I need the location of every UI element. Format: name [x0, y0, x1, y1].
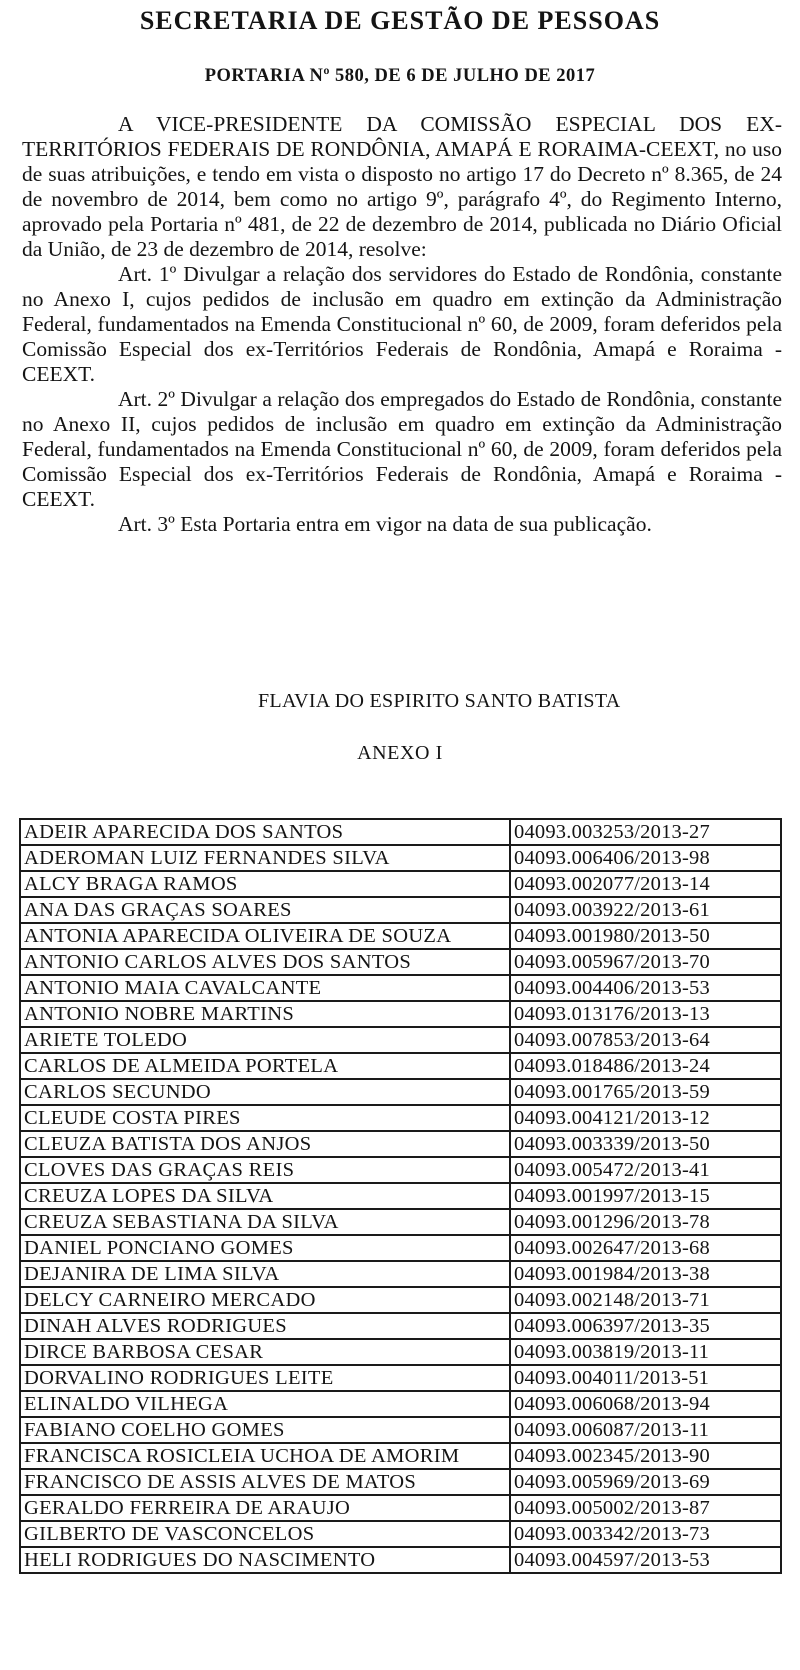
employee-name-cell: DINAH ALVES RODRIGUES	[20, 1313, 510, 1339]
preamble-paragraph: A VICE-PRESIDENTE DA COMISSÃO ESPECIAL DOS EX-TERRITÓRIOS FEDERAIS DE RONDÔNIA, AMAPÁ E RORAIMA-CEEXT, no uso de suas atribuições, e tendo em vista o disposto no artigo 17 do Decreto nº 8.365, de 24 de novembro de 2014, bem como no artigo 9º, parágrafo 4º, do Regimento Interno, aprovado pela Portaria nº 481, de 22 de dezembro de 2014, publicada no Diário Oficial da União, de 23 de dezembro de 2014, resolve:	[22, 112, 782, 261]
employee-name-cell: CREUZA LOPES DA SILVA	[20, 1183, 510, 1209]
table-row	[20, 1183, 781, 1209]
process-number-cell: 04093.002148/2013-71	[510, 1287, 781, 1313]
table-row	[20, 1001, 781, 1027]
process-number-cell: 04093.001765/2013-59	[510, 1079, 781, 1105]
table-row	[20, 923, 781, 949]
process-number-cell: 04093.002345/2013-90	[510, 1443, 781, 1469]
employee-name-cell: CLOVES DAS GRAÇAS REIS	[20, 1157, 510, 1183]
employee-name-cell: CARLOS SECUNDO	[20, 1079, 510, 1105]
employee-name-cell: DEJANIRA DE LIMA SILVA	[20, 1261, 510, 1287]
employee-name-cell: CLEUZA BATISTA DOS ANJOS	[20, 1131, 510, 1157]
employee-name-cell: FRANCISCO DE ASSIS ALVES DE MATOS	[20, 1469, 510, 1495]
employee-name-cell: ANTONIA APARECIDA OLIVEIRA DE SOUZA	[20, 923, 510, 949]
table-row	[20, 845, 781, 871]
table-row	[20, 1443, 781, 1469]
process-number-cell: 04093.004011/2013-51	[510, 1365, 781, 1391]
employee-name-cell: ANTONIO MAIA CAVALCANTE	[20, 975, 510, 1001]
employee-name-cell: DELCY CARNEIRO MERCADO	[20, 1287, 510, 1313]
process-number-cell: 04093.002647/2013-68	[510, 1235, 781, 1261]
process-number-cell: 04093.005002/2013-87	[510, 1495, 781, 1521]
article-3-paragraph: Art. 3º Esta Portaria entra em vigor na data de sua publicação.	[118, 512, 652, 536]
table-row	[20, 1521, 781, 1547]
table-row	[20, 1287, 781, 1313]
table-row	[20, 1469, 781, 1495]
employee-name-cell: GERALDO FERREIRA DE ARAUJO	[20, 1495, 510, 1521]
process-number-cell: 04093.006406/2013-98	[510, 845, 781, 871]
process-number-cell: 04093.002077/2013-14	[510, 871, 781, 897]
employee-name-cell: ANA DAS GRAÇAS SOARES	[20, 897, 510, 923]
process-number-cell: 04093.004121/2013-12	[510, 1105, 781, 1131]
process-number-cell: 04093.001296/2013-78	[510, 1209, 781, 1235]
employee-name-cell: DORVALINO RODRIGUES LEITE	[20, 1365, 510, 1391]
process-number-cell: 04093.005472/2013-41	[510, 1157, 781, 1183]
portaria-body	[22, 112, 782, 537]
table-row	[20, 1157, 781, 1183]
employee-name-cell: CARLOS DE ALMEIDA PORTELA	[20, 1053, 510, 1079]
table-row	[20, 1495, 781, 1521]
process-number-cell: 04093.006397/2013-35	[510, 1313, 781, 1339]
process-number-cell: 04093.004597/2013-53	[510, 1547, 781, 1573]
table-row	[20, 1391, 781, 1417]
process-number-cell: 04093.001980/2013-50	[510, 923, 781, 949]
process-number-cell: 04093.004406/2013-53	[510, 975, 781, 1001]
employee-name-cell: CREUZA SEBASTIANA DA SILVA	[20, 1209, 510, 1235]
process-number-cell: 04093.013176/2013-13	[510, 1001, 781, 1027]
table-row	[20, 1261, 781, 1287]
signer-name: FLAVIA DO ESPIRITO SANTO BATISTA	[258, 690, 621, 712]
employee-name-cell: HELI RODRIGUES DO NASCIMENTO	[20, 1547, 510, 1573]
employee-name-cell: DANIEL PONCIANO GOMES	[20, 1235, 510, 1261]
table-row	[20, 1235, 781, 1261]
table-row	[20, 897, 781, 923]
article-2-paragraph: Art. 2º Divulgar a relação dos empregados do Estado de Rondônia, constante no Anexo II, cujos pedidos de inclusão em quadro em extinção da Administração Federal, fundamentados na Emenda Constitucional nº 60, de 2009, foram deferidos pela Comissão Especial dos ex-Territórios Federais de Rondônia, Amapá e Roraima - CEEXT.	[22, 387, 782, 511]
table-row	[20, 1365, 781, 1391]
employee-name-cell: GILBERTO DE VASCONCELOS	[20, 1521, 510, 1547]
employee-name-cell: DIRCE BARBOSA CESAR	[20, 1339, 510, 1365]
process-number-cell: 04093.018486/2013-24	[510, 1053, 781, 1079]
table-row	[20, 1105, 781, 1131]
process-number-cell: 04093.006087/2013-11	[510, 1417, 781, 1443]
table-row	[20, 975, 781, 1001]
process-number-cell: 04093.003339/2013-50	[510, 1131, 781, 1157]
department-title: SECRETARIA DE GESTÃO DE PESSOAS	[139, 6, 661, 35]
process-number-cell: 04093.001997/2013-15	[510, 1183, 781, 1209]
process-number-cell: 04093.006068/2013-94	[510, 1391, 781, 1417]
table-row	[20, 1339, 781, 1365]
table-row	[20, 1027, 781, 1053]
employee-name-cell: ELINALDO VILHEGA	[20, 1391, 510, 1417]
process-number-cell: 04093.005969/2013-69	[510, 1469, 781, 1495]
table-row	[20, 1131, 781, 1157]
table-row	[20, 1209, 781, 1235]
table-row	[20, 1079, 781, 1105]
employee-name-cell: FRANCISCA ROSICLEIA UCHOA DE AMORIM	[20, 1443, 510, 1469]
table-row	[20, 1053, 781, 1079]
employee-name-cell: ANTONIO NOBRE MARTINS	[20, 1001, 510, 1027]
employee-name-cell: ADEROMAN LUIZ FERNANDES SILVA	[20, 845, 510, 871]
table-row	[20, 1313, 781, 1339]
portaria-heading: PORTARIA Nº 580, DE 6 DE JULHO DE 2017	[204, 66, 596, 86]
process-number-cell: 04093.003819/2013-11	[510, 1339, 781, 1365]
process-number-cell: 04093.003342/2013-73	[510, 1521, 781, 1547]
employee-name-cell: ANTONIO CARLOS ALVES DOS SANTOS	[20, 949, 510, 975]
table-row	[20, 949, 781, 975]
employee-name-cell: FABIANO COELHO GOMES	[20, 1417, 510, 1443]
annex-title: ANEXO I	[357, 742, 443, 764]
process-number-cell: 04093.003253/2013-27	[510, 819, 781, 845]
employee-name-cell: ARIETE TOLEDO	[20, 1027, 510, 1053]
annex-table	[19, 818, 782, 1574]
process-number-cell: 04093.001984/2013-38	[510, 1261, 781, 1287]
table-row	[20, 819, 781, 845]
employee-name-cell: ALCY BRAGA RAMOS	[20, 871, 510, 897]
article-1-paragraph: Art. 1º Divulgar a relação dos servidores do Estado de Rondônia, constante no Anexo I, cujos pedidos de inclusão em quadro em extinção da Administração Federal, fundamentados na Emenda Constitucional nº 60, de 2009, foram deferidos pela Comissão Especial dos ex-Territórios Federais de Rondônia, Amapá e Roraima - CEEXT.	[22, 262, 782, 386]
table-row	[20, 1417, 781, 1443]
process-number-cell: 04093.003922/2013-61	[510, 897, 781, 923]
table-row	[20, 1547, 781, 1573]
employee-name-cell: ADEIR APARECIDA DOS SANTOS	[20, 819, 510, 845]
process-number-cell: 04093.005967/2013-70	[510, 949, 781, 975]
table-row	[20, 871, 781, 897]
process-number-cell: 04093.007853/2013-64	[510, 1027, 781, 1053]
employee-name-cell: CLEUDE COSTA PIRES	[20, 1105, 510, 1131]
annex-table-body	[20, 819, 781, 1573]
